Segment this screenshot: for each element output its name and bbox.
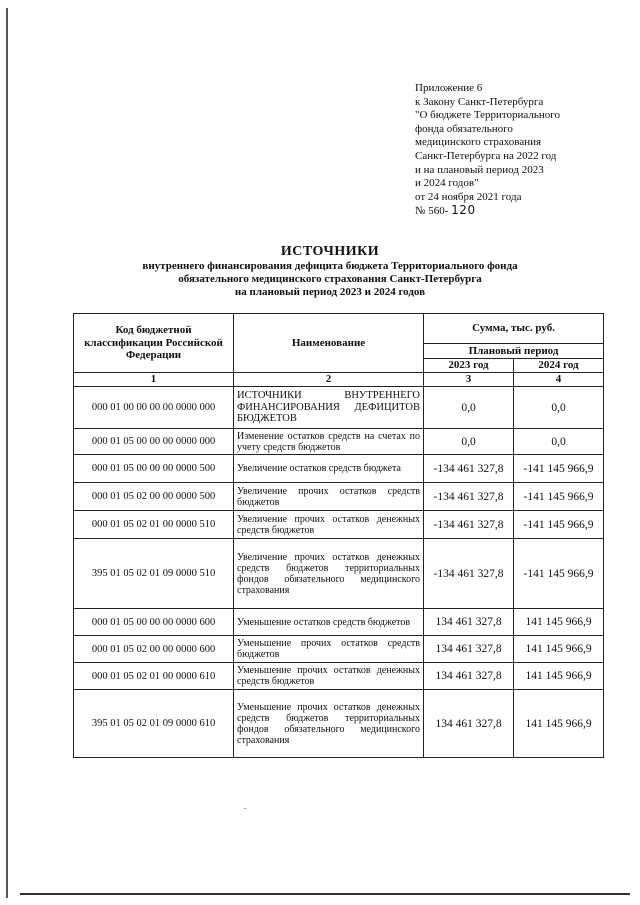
title-sub-line: внутреннего финансирования дефицита бюджета Территориального фонда — [142, 260, 518, 272]
row-value-2023: -134 461 327,8 — [424, 455, 514, 483]
table-row — [74, 511, 604, 539]
row-code: 000 01 05 00 00 00 0000 600 — [74, 609, 234, 636]
scan-bottom-edge — [20, 893, 630, 895]
scan-speck — [244, 808, 246, 809]
row-value-2023: 134 461 327,8 — [424, 663, 514, 690]
row-name: ИСТОЧНИКИ ВНУТРЕННЕГО ФИНАНСИРОВАНИЯ ДЕФИЦИТОВ БЮДЖЕТОВ — [234, 387, 424, 429]
header-sum: Сумма, тыс. руб. — [424, 314, 604, 344]
appendix-line: фонда обязательного — [415, 122, 513, 135]
column-number: 3 — [424, 373, 514, 387]
row-value-2024: 141 145 966,9 — [514, 636, 604, 663]
row-value-2023: -134 461 327,8 — [424, 483, 514, 511]
row-name: Уменьшение прочих остатков средств бюджетов — [234, 636, 424, 663]
table-row — [74, 483, 604, 511]
row-value-2024: -141 145 966,9 — [514, 455, 604, 483]
row-name: Увеличение прочих остатков денежных средств бюджетов — [234, 511, 424, 539]
appendix-line: и 2024 годов" — [415, 177, 479, 190]
row-value-2023: 134 461 327,8 — [424, 609, 514, 636]
row-code: 000 01 05 00 00 00 0000 000 — [74, 429, 234, 455]
table-row — [74, 690, 604, 758]
row-value-2023: 0,0 — [424, 429, 514, 455]
table-row — [74, 609, 604, 636]
header-year-2024: 2024 год — [514, 359, 604, 373]
row-name: Увеличение прочих остатков денежных средств бюджетов территориальных фондов обязательного медицинского страхования — [234, 539, 424, 609]
header-year-2023: 2023 год — [424, 359, 514, 373]
appendix-line: медицинского страхования — [415, 136, 542, 149]
header-name: Наименование — [234, 314, 424, 373]
row-name: Увеличение прочих остатков средств бюджетов — [234, 483, 424, 511]
appendix-line: и на плановый период 2023 — [415, 163, 544, 176]
table-row — [74, 663, 604, 690]
law-number-value: 120 — [451, 203, 476, 218]
row-code: 000 01 05 02 01 00 0000 610 — [74, 663, 234, 690]
row-value-2023: 0,0 — [424, 387, 514, 429]
scan-page-edge — [6, 8, 8, 898]
appendix-line: от 24 ноября 2021 года — [415, 190, 522, 203]
column-number: 1 — [74, 373, 234, 387]
row-value-2024: 0,0 — [514, 387, 604, 429]
title-sub-line: на плановый период 2023 и 2024 годов — [234, 286, 426, 298]
appendix-line: Санкт-Петербурга на 2022 год — [415, 149, 557, 162]
sources-table — [73, 313, 604, 758]
document-title — [60, 243, 600, 299]
row-name: Уменьшение прочих остатков денежных средств бюджетов территориальных фондов обязательного медицинского страхования — [234, 690, 424, 758]
table-row — [74, 429, 604, 455]
row-name: Изменение остатков средств на счетах по учету средств бюджетов — [234, 429, 424, 455]
row-value-2023: 134 461 327,8 — [424, 636, 514, 663]
appendix-line: к Закону Санкт-Петербурга — [415, 95, 544, 108]
law-number — [415, 204, 615, 219]
header-period: Плановый период — [424, 344, 604, 359]
table-row — [74, 539, 604, 609]
row-name: Увеличение остатков средств бюджета — [234, 455, 424, 483]
column-number: 2 — [234, 373, 424, 387]
row-value-2024: 141 145 966,9 — [514, 663, 604, 690]
row-code: 000 01 05 02 00 00 0000 500 — [74, 483, 234, 511]
appendix-block — [415, 82, 615, 219]
row-value-2024: 141 145 966,9 — [514, 609, 604, 636]
row-value-2023: 134 461 327,8 — [424, 690, 514, 758]
row-value-2024: -141 145 966,9 — [514, 511, 604, 539]
row-value-2023: -134 461 327,8 — [424, 539, 514, 609]
table-row — [74, 455, 604, 483]
title-sub-line: обязательного медицинского страхования Санкт-Петербурга — [178, 273, 482, 285]
row-code: 000 01 05 00 00 00 0000 500 — [74, 455, 234, 483]
table-row — [74, 636, 604, 663]
row-name: Уменьшение прочих остатков денежных средств бюджетов — [234, 663, 424, 690]
column-number: 4 — [514, 373, 604, 387]
row-code: 000 01 05 02 00 00 0000 600 — [74, 636, 234, 663]
row-code: 395 01 05 02 01 09 0000 510 — [74, 539, 234, 609]
header-code: Код бюджетной классификации Российской Федерации — [74, 314, 234, 373]
row-code: 000 01 00 00 00 00 0000 000 — [74, 387, 234, 429]
row-code: 395 01 05 02 01 09 0000 610 — [74, 690, 234, 758]
row-name: Уменьшение остатков средств бюджетов — [234, 609, 424, 636]
row-value-2024: -141 145 966,9 — [514, 483, 604, 511]
row-value-2023: -134 461 327,8 — [424, 511, 514, 539]
title-main: ИСТОЧНИКИ — [280, 244, 380, 259]
appendix-line: "О бюджете Территориального — [415, 109, 561, 122]
row-value-2024: 0,0 — [514, 429, 604, 455]
row-value-2024: -141 145 966,9 — [514, 539, 604, 609]
law-number-prefix: № 560- — [415, 205, 449, 218]
row-value-2024: 141 145 966,9 — [514, 690, 604, 758]
table-row — [74, 387, 604, 429]
row-code: 000 01 05 02 01 00 0000 510 — [74, 511, 234, 539]
appendix-line: Приложение 6 — [415, 82, 483, 94]
